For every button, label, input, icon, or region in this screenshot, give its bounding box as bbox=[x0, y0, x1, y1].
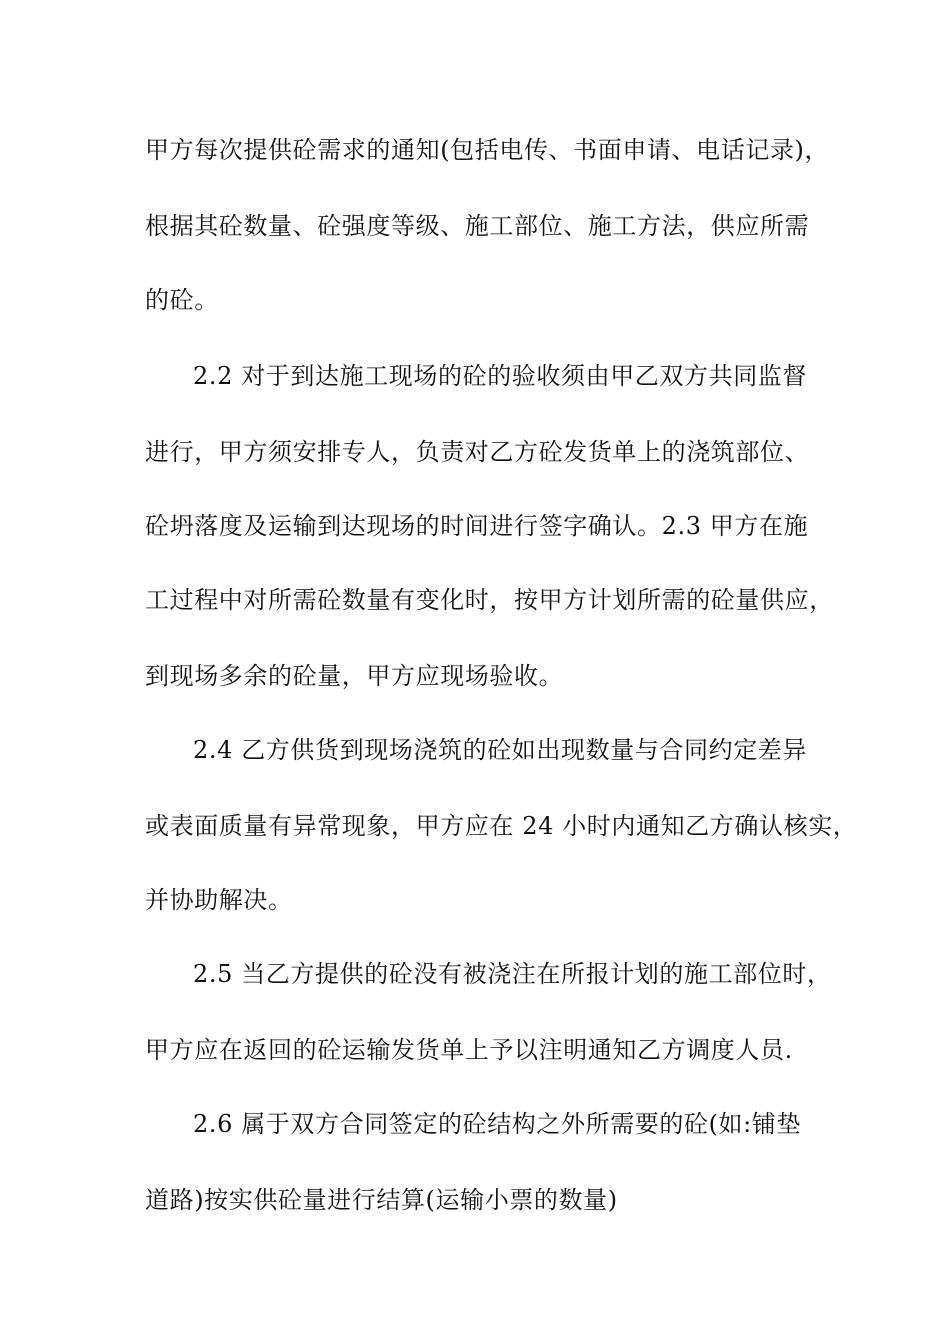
text-line: 道路)按实供砼量进行结算(运输小票的数量) bbox=[145, 1186, 618, 1214]
text-line: 砼坍落度及运输到达现场的时间进行签字确认。2.3 甲方在施 bbox=[145, 512, 809, 540]
text-line: 到现场多余的砼量，甲方应现场验收。 bbox=[145, 662, 564, 690]
text-line: 根据其砼数量、砼强度等级、施工部位、施工方法，供应所需 bbox=[145, 212, 810, 240]
text-line: 2.4 乙方供货到现场浇筑的砼如出现数量与合同约定差异 bbox=[193, 736, 807, 764]
text-line: 或表面质量有异常现象，甲方应在 24 小时内通知乙方确认核实， bbox=[145, 812, 858, 840]
text-line: 工过程中对所需砼数量有变化时，按甲方计划所需的砼量供应， bbox=[145, 586, 834, 614]
text-line: 甲方应在返回的砼运输发货单上予以注明通知乙方调度人员. bbox=[145, 1036, 793, 1064]
text-line: 进行，甲方须安排专人，负责对乙方砼发货单上的浇筑部位、 bbox=[145, 438, 810, 466]
text-line: 并协助解决。 bbox=[145, 886, 293, 914]
text-line: 的砼。 bbox=[145, 286, 219, 314]
text-line: 2.6 属于双方合同签定的砼结构之外所需要的砼(如:铺垫 bbox=[193, 1110, 802, 1138]
text-line: 甲方每次提供砼需求的通知(包括电传、书面申请、电话记录)， bbox=[145, 136, 830, 164]
text-line: 2.2 对于到达施工现场的砼的验收须由甲乙双方共同监督 bbox=[193, 362, 807, 390]
text-line: 2.5 当乙方提供的砼没有被浇注在所报计划的施工部位时， bbox=[193, 960, 832, 988]
